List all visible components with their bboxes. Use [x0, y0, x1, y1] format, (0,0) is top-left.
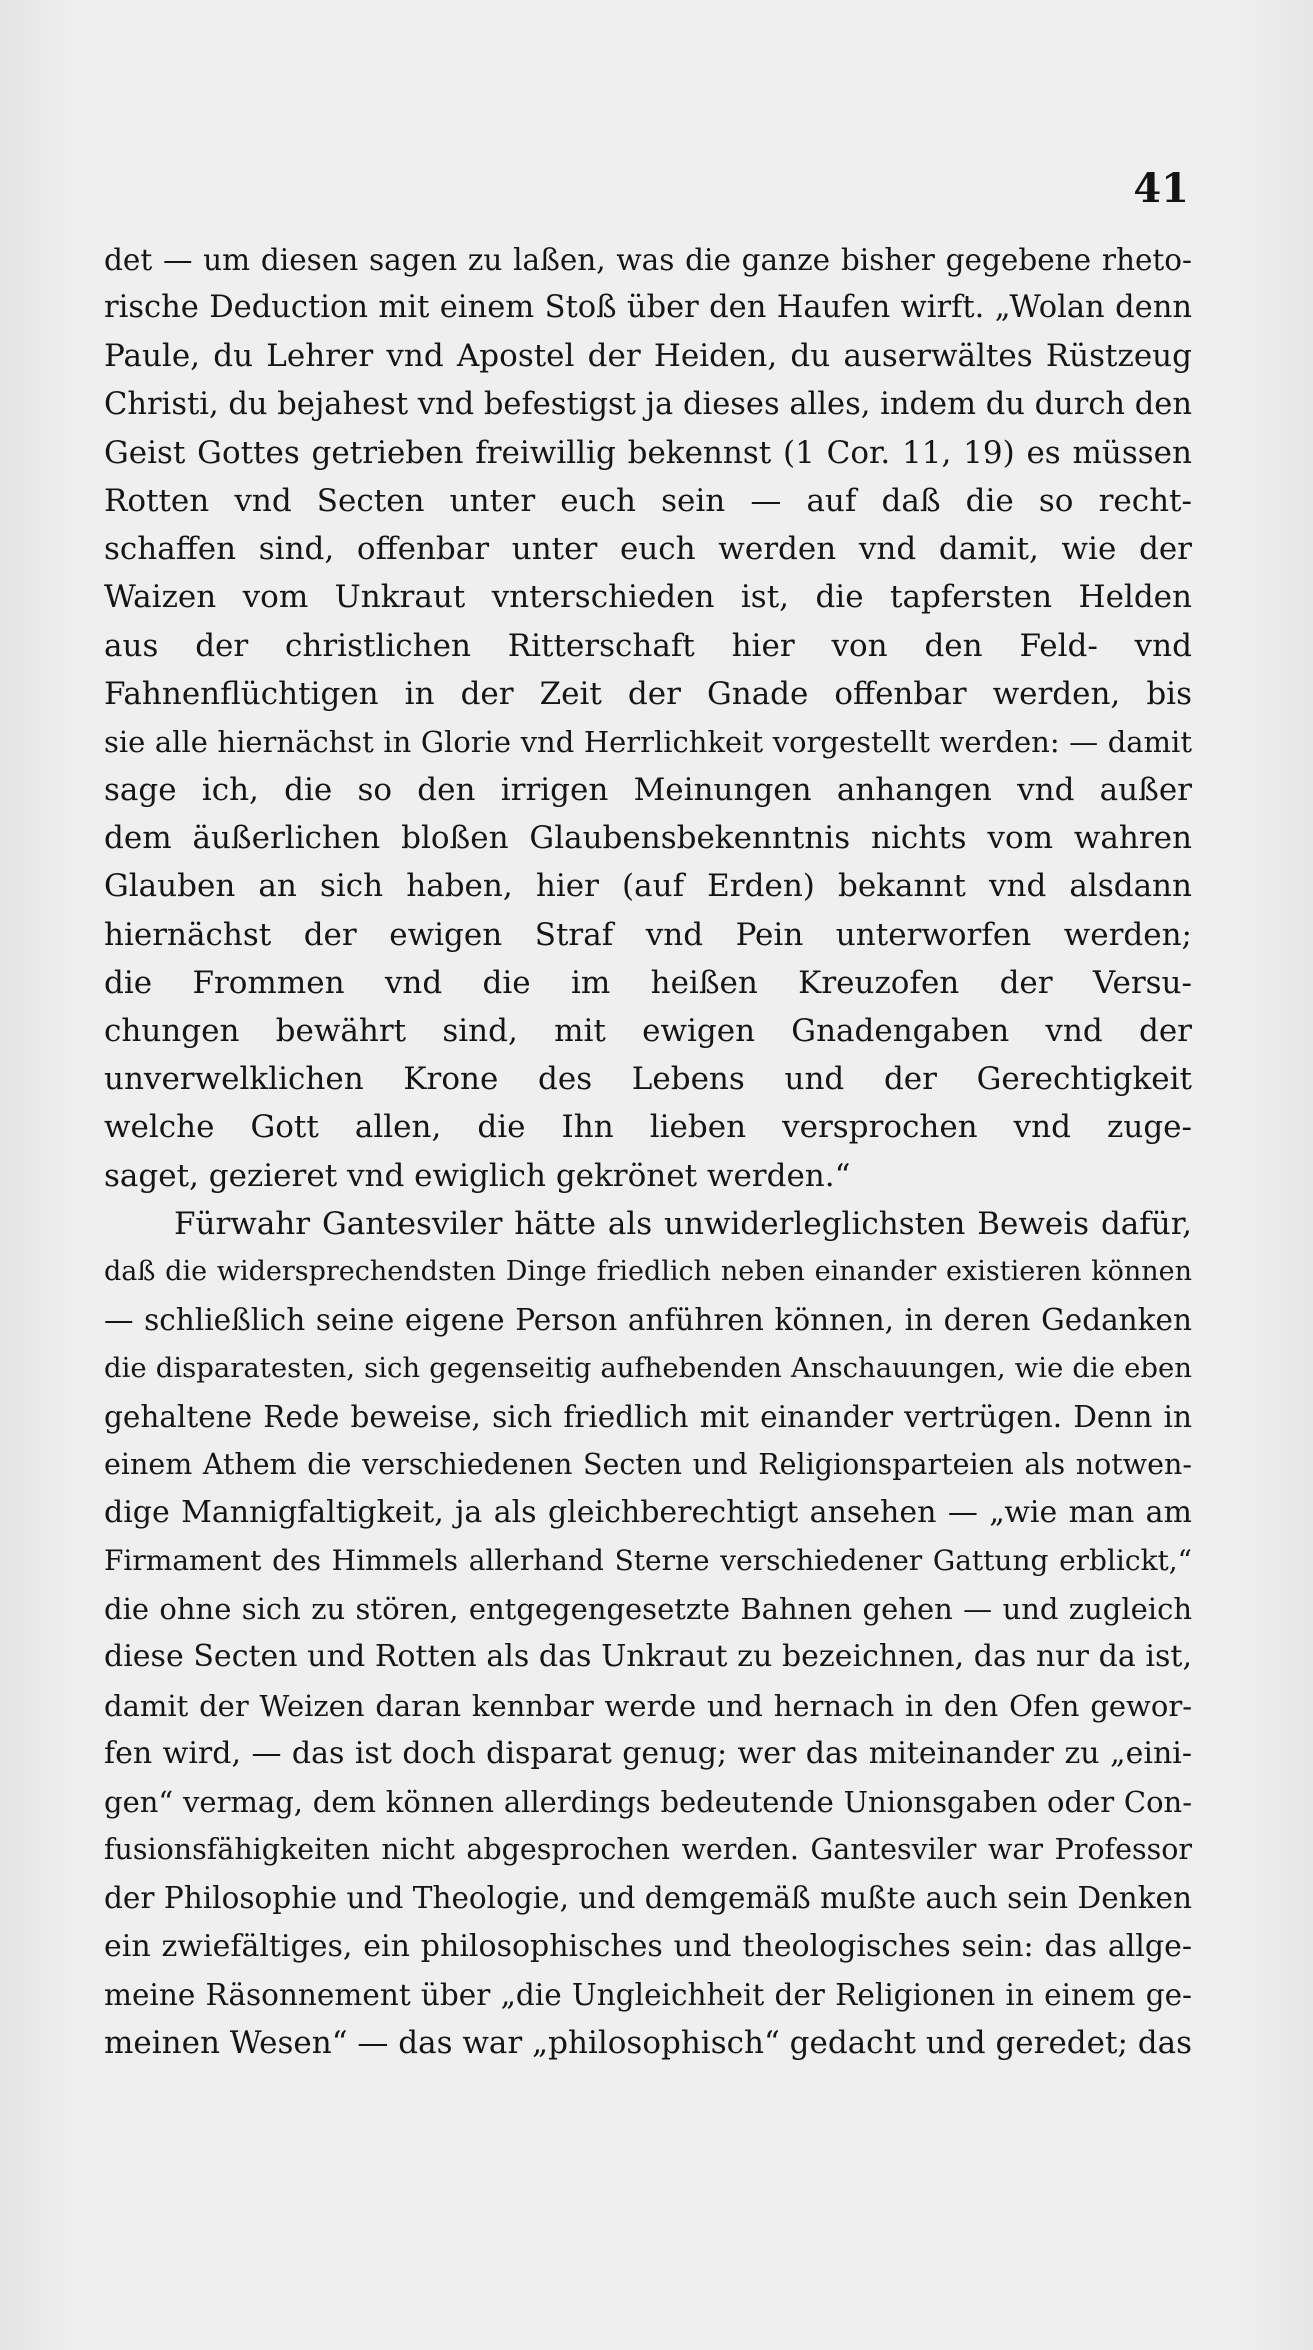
text-line: Fürwahr Gantesviler hätte als unwiderleglichsten Beweis dafür,: [174, 1205, 1192, 1242]
text-line: sage ich, die so den irrigen Meinungen anhangen vnd außer: [104, 772, 1192, 809]
text-line: Fahnenflüchtigen in der Zeit der Gnade offenbar werden, bis: [104, 675, 1192, 712]
text-line: einem Athem die verschiedenen Secten und Religionsparteien als notwen-: [104, 1447, 1192, 1481]
text-line: hiernächst der ewigen Straf vnd Pein unterworfen werden;: [104, 916, 1192, 953]
text-line: meine Räsonnement über „die Ungleichheit der Religionen in einem ge-: [104, 1977, 1192, 2012]
text-line: der Philosophie und Theologie, und demgemäß mußte auch sein Denken: [104, 1881, 1192, 1916]
text-line: welche Gott allen, die Ihn lieben versprochen vnd zuge-: [104, 1109, 1192, 1146]
text-line: dige Mannigfaltigkeit, ja als gleichberechtigt ansehen — „wie man am: [104, 1494, 1192, 1530]
text-line: Glauben an sich haben, hier (auf Erden) bekannt vnd alsdann: [104, 868, 1192, 905]
text-line: gehaltene Rede beweise, sich friedlich mit einander vertrügen. Denn in: [104, 1399, 1192, 1434]
text-line: schaffen sind, offenbar unter euch werden vnd damit, wie der: [104, 531, 1192, 568]
text-line: det — um diesen sagen zu laßen, was die ganze bisher gegebene rheto-: [104, 243, 1192, 277]
text-line: damit der Weizen daran kennbar werde und hernach in den Ofen gewor-: [104, 1688, 1192, 1723]
text-line: Paule, du Lehrer vnd Apostel der Heiden, du auserwältes Rüstzeug: [104, 338, 1192, 375]
text-line: meinen Wesen“ — das war „philosophisch“ gedacht und geredet; das: [104, 2024, 1192, 2061]
text-line: ein zwiefältiges, ein philosophisches und theologisches sein: das allge-: [104, 1928, 1192, 1964]
body-text: [104, 236, 1192, 2067]
text-line: fusionsfähigkeiten nicht abgesprochen werden. Gantesviler war Professor: [104, 1833, 1192, 1867]
text-line: unverwelklichen Krone des Lebens und der Gerechtigkeit: [104, 1061, 1192, 1098]
text-line: gen“ vermag, dem können allerdings bedeutende Unionsgaben oder Con-: [104, 1785, 1192, 1819]
text-line: chungen bewährt sind, mit ewigen Gnadengaben vnd der: [104, 1013, 1192, 1049]
text-line: rische Deduction mit einem Stoß über den Haufen wirft. „Wolan denn: [104, 290, 1192, 326]
text-line: aus der christlichen Ritterschaft hier von den Feld- vnd: [104, 627, 1192, 664]
text-line: fen wird, — das ist doch disparat genug; wer das miteinander zu „eini-: [104, 1735, 1192, 1771]
text-line: Geist Gottes getrieben freiwillig bekennst (1 Cor. 11, 19) es müssen: [104, 434, 1192, 471]
text-line: Rotten vnd Secten unter euch sein — auf daß die so recht-: [104, 482, 1192, 519]
text-line: sie alle hiernächst in Glorie vnd Herrlichkeit vorgestellt werden: — damit: [104, 724, 1192, 759]
text-line: die disparatesten, sich gegenseitig aufhebenden Anschauungen, wie die eben: [104, 1352, 1192, 1385]
text-line: Waizen vom Unkraut vnterschieden ist, die tapfersten Helden: [104, 579, 1192, 616]
text-line: — schließlich seine eigene Person anführen können, in deren Gedanken: [104, 1303, 1192, 1338]
text-line: saget, gezieret vnd ewiglich gekrönet werden.“: [104, 1157, 851, 1194]
text-line: Firmament des Himmels allerhand Sterne verschiedener Gattung erblickt,“: [104, 1544, 1192, 1578]
text-line: die ohne sich zu stören, entgegengesetzte Bahnen gehen — und zugleich: [104, 1592, 1192, 1627]
text-line: dem äußerlichen bloßen Glaubensbekenntnis nichts vom wahren: [104, 820, 1192, 857]
page-number: 41: [1133, 165, 1189, 212]
text-line: die Frommen vnd die im heißen Kreuzofen der Versu-: [104, 964, 1192, 1001]
text-line: Christi, du bejahest vnd befestigst ja dieses alles, indem du durch den: [104, 386, 1192, 422]
text-line: diese Secten und Rotten als das Unkraut zu bezeichnen, das nur da ist,: [104, 1639, 1192, 1675]
text-line: daß die widersprechendsten Dinge friedlich neben einander existieren können: [104, 1255, 1192, 1287]
